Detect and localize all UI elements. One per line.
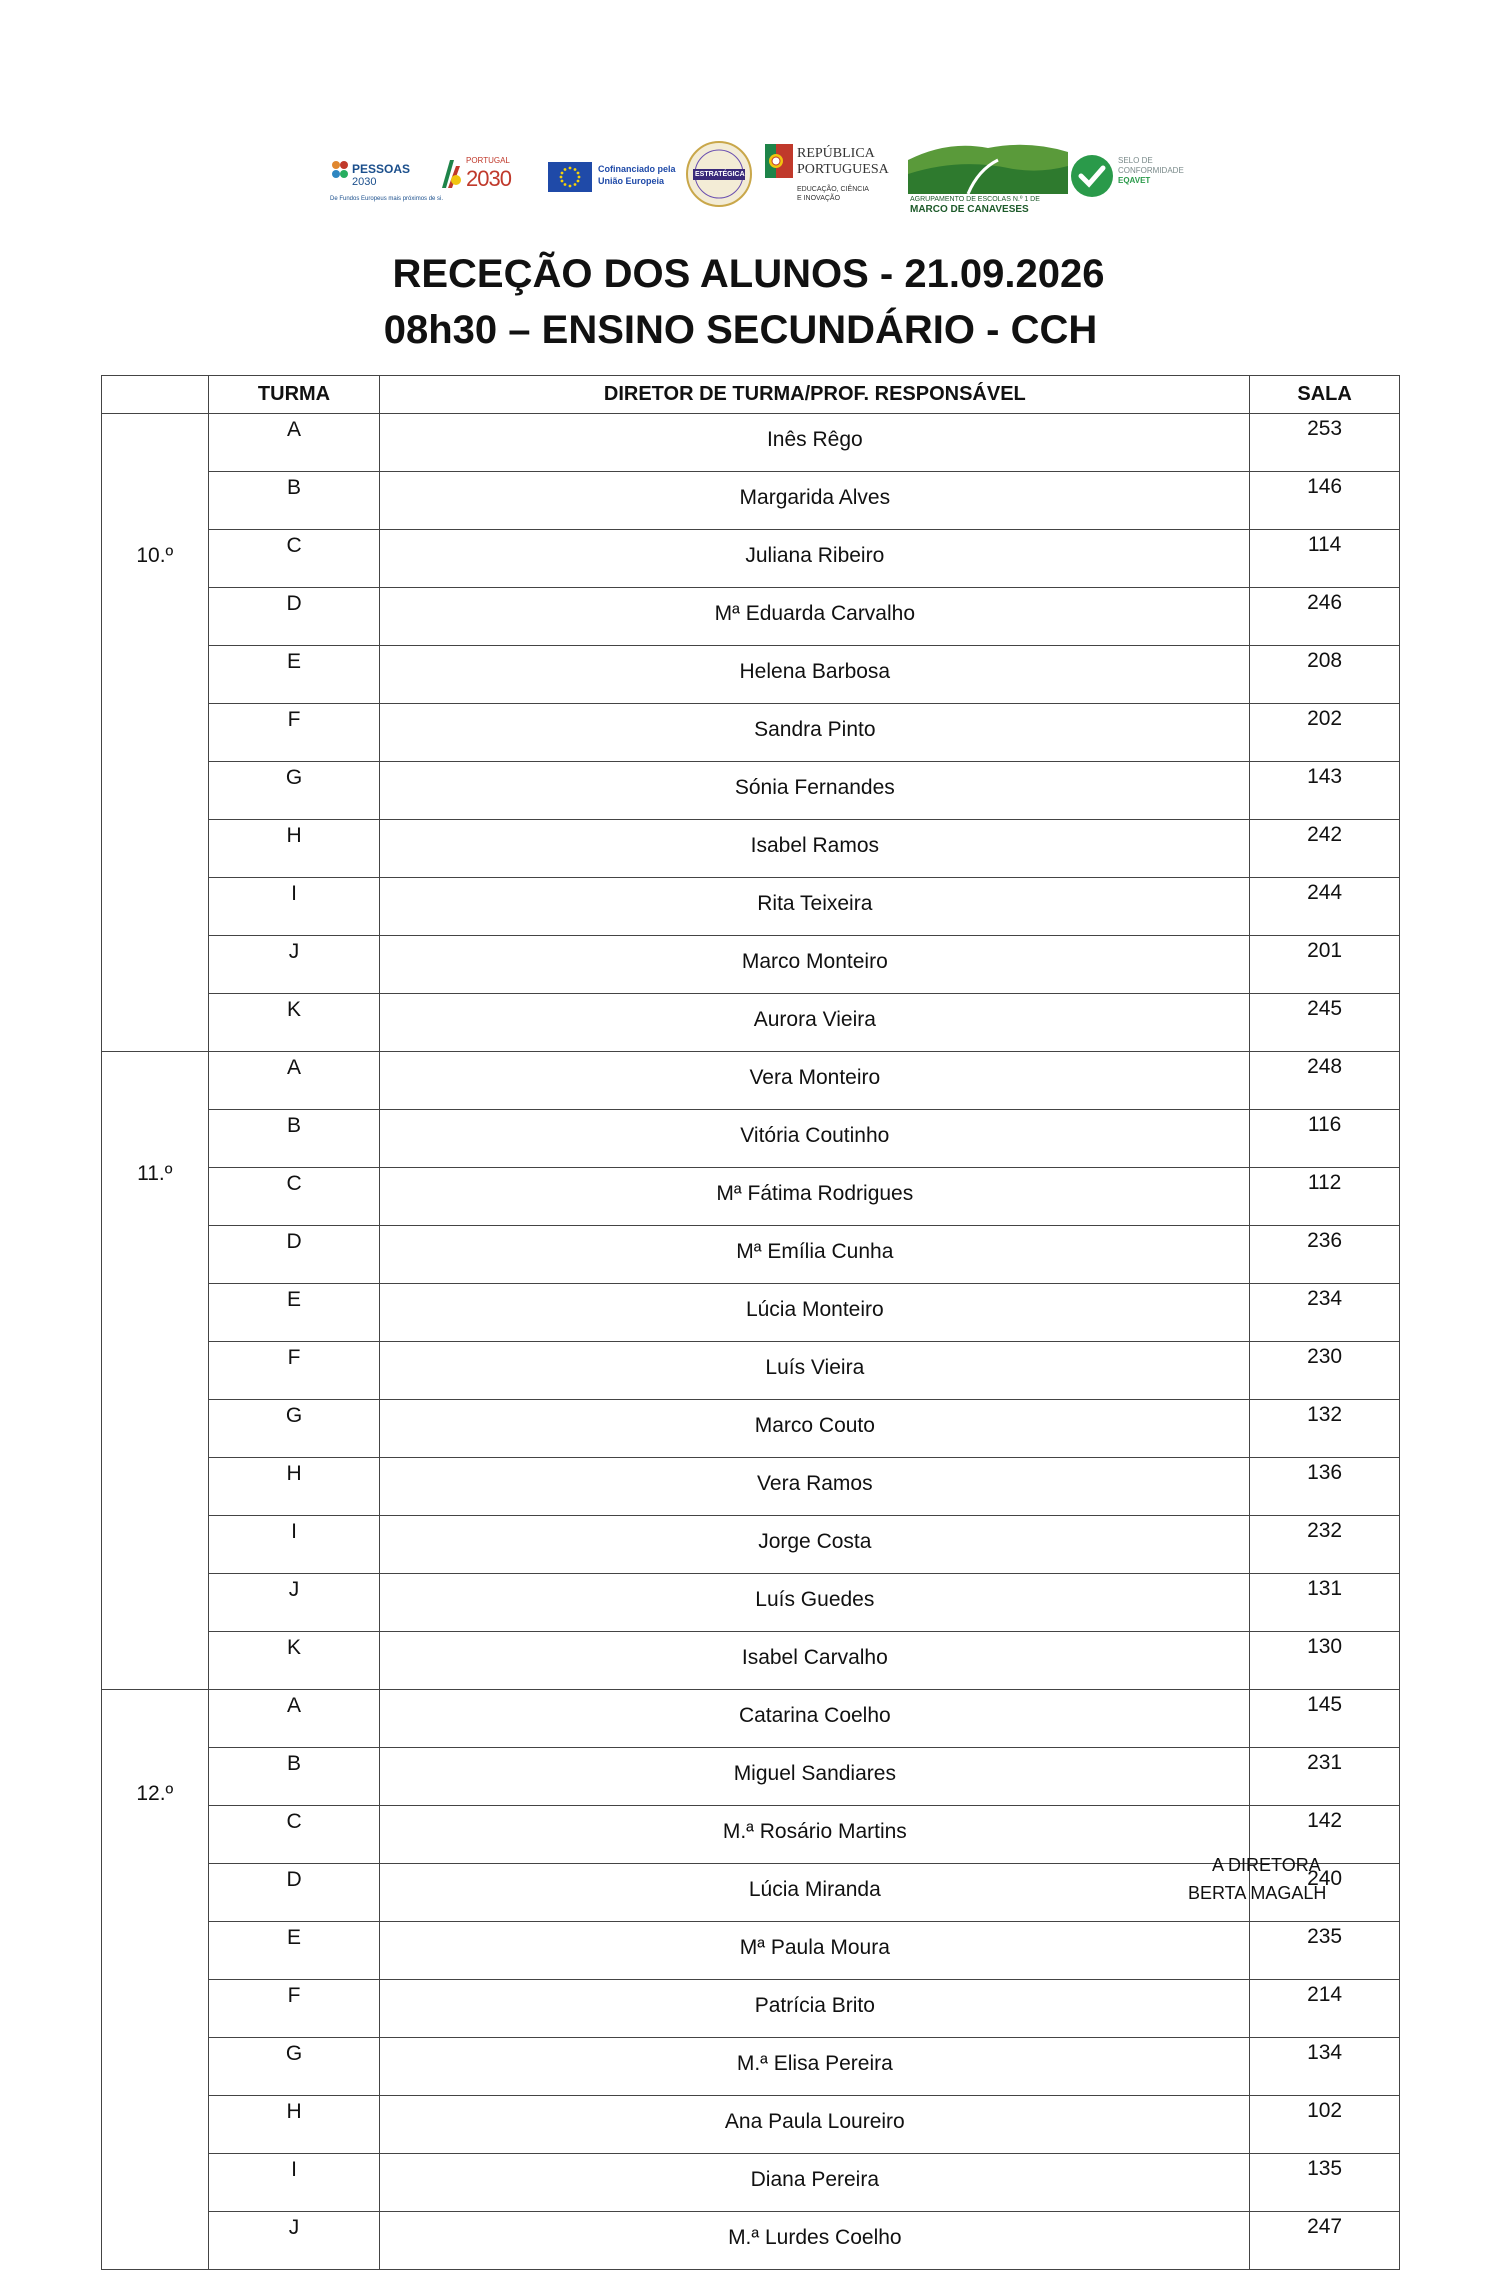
- teacher-name-cell: Isabel Carvalho: [380, 1632, 1250, 1690]
- class-letter-cell: J: [208, 936, 380, 994]
- republica-line4: E INOVAÇÃO: [797, 195, 841, 202]
- teacher-name-cell: Ana Paula Loureiro: [380, 2096, 1250, 2154]
- teacher-name-cell: Sandra Pinto: [380, 704, 1250, 762]
- class-letter-cell: F: [208, 704, 380, 762]
- class-letter-cell: D: [208, 1864, 380, 1922]
- room-number-cell: 145: [1250, 1690, 1400, 1748]
- room-number-cell: 240: [1250, 1864, 1400, 1922]
- table-row: [102, 762, 1400, 820]
- table-row: [102, 936, 1400, 994]
- page-subtitle: 08h30 – ENSINO SECUNDÁRIO - CCH: [383, 308, 1098, 352]
- table-row: [102, 994, 1400, 1052]
- portugal-logo-year: 2030: [466, 166, 511, 191]
- class-letter-cell: C: [208, 1806, 380, 1864]
- portugal-emblem-icon: [438, 158, 464, 190]
- teacher-name-cell: Jorge Costa: [380, 1516, 1250, 1574]
- class-letter-cell: I: [208, 2154, 380, 2212]
- pessoas-logo-year: 2030: [352, 176, 377, 188]
- table-row: [102, 2212, 1400, 2270]
- room-number-cell: 242: [1250, 820, 1400, 878]
- room-number-cell: 114: [1250, 530, 1400, 588]
- class-letter-cell: E: [208, 1284, 380, 1342]
- room-number-cell: 214: [1250, 1980, 1400, 2038]
- table-row: [102, 1574, 1400, 1632]
- class-letter-cell: E: [208, 1922, 380, 1980]
- table-row: [102, 1748, 1400, 1806]
- room-number-cell: 135: [1250, 2154, 1400, 2212]
- room-number-cell: 253: [1250, 414, 1400, 472]
- class-letter-cell: C: [208, 530, 380, 588]
- table-row: [102, 472, 1400, 530]
- table-row: [102, 704, 1400, 762]
- class-letter-cell: J: [208, 2212, 380, 2270]
- teacher-name-cell: Lúcia Monteiro: [380, 1284, 1250, 1342]
- teacher-name-cell: Marco Monteiro: [380, 936, 1250, 994]
- class-letter-cell: F: [208, 1980, 380, 2038]
- class-letter-cell: G: [208, 2038, 380, 2096]
- class-letter-cell: I: [208, 1516, 380, 1574]
- class-letter-cell: H: [208, 2096, 380, 2154]
- room-number-cell: 236: [1250, 1226, 1400, 1284]
- class-letter-cell: E: [208, 646, 380, 704]
- class-letter-cell: H: [208, 820, 380, 878]
- table-row: [102, 1052, 1400, 1110]
- table-row: [102, 2096, 1400, 2154]
- teacher-name-cell: Sónia Fernandes: [380, 762, 1250, 820]
- class-reception-table: [101, 375, 1400, 2270]
- portugal-logo-text: PORTUGAL: [466, 156, 510, 165]
- room-number-cell: 246: [1250, 588, 1400, 646]
- teacher-name-cell: Helena Barbosa: [380, 646, 1250, 704]
- landscape-icon: [908, 140, 1068, 194]
- teacher-name-cell: Mª Paula Moura: [380, 1922, 1250, 1980]
- republica-line1: REPÚBLICA: [797, 146, 875, 161]
- page-title: RECEÇÃO DOS ALUNOS - 21.09.2026: [392, 252, 1105, 296]
- agrupamento-line1: AGRUPAMENTO DE ESCOLAS N.º 1 DE: [910, 196, 1040, 203]
- room-number-cell: 232: [1250, 1516, 1400, 1574]
- room-number-cell: 201: [1250, 936, 1400, 994]
- class-letter-cell: G: [208, 1400, 380, 1458]
- room-number-cell: 136: [1250, 1458, 1400, 1516]
- room-number-cell: 231: [1250, 1748, 1400, 1806]
- teacher-name-cell: M.ª Rosário Martins: [380, 1806, 1250, 1864]
- republica-portuguesa-logo: [765, 140, 905, 210]
- class-letter-cell: K: [208, 994, 380, 1052]
- table-row: [102, 1632, 1400, 1690]
- eu-flag-icon: [548, 162, 592, 192]
- teacher-name-cell: Isabel Ramos: [380, 820, 1250, 878]
- room-number-cell: 247: [1250, 2212, 1400, 2270]
- portugal-2030-logo: [438, 140, 528, 200]
- eqavet-line3: EQAVET: [1118, 176, 1151, 185]
- room-number-cell: 234: [1250, 1284, 1400, 1342]
- teacher-name-cell: M.ª Elisa Pereira: [380, 2038, 1250, 2096]
- teacher-name-cell: Vera Ramos: [380, 1458, 1250, 1516]
- room-number-cell: 244: [1250, 878, 1400, 936]
- year-label: 12.º: [136, 1782, 174, 1805]
- eqavet-line2: CONFORMIDADE: [1118, 166, 1184, 175]
- teacher-name-cell: Juliana Ribeiro: [380, 530, 1250, 588]
- class-letter-cell: K: [208, 1632, 380, 1690]
- teacher-name-cell: Catarina Coelho: [380, 1690, 1250, 1748]
- room-number-cell: 112: [1250, 1168, 1400, 1226]
- class-letter-cell: A: [208, 414, 380, 472]
- class-letter-cell: A: [208, 1052, 380, 1110]
- year-cell: [102, 1052, 209, 1690]
- table-row: [102, 1110, 1400, 1168]
- teacher-name-cell: Rita Teixeira: [380, 878, 1250, 936]
- table-row: [102, 1284, 1400, 1342]
- table-row: [102, 1980, 1400, 2038]
- eu-cofinanced-logo: [548, 140, 688, 200]
- checkmark-icon: [1070, 154, 1114, 198]
- teacher-name-cell: Luís Vieira: [380, 1342, 1250, 1400]
- room-number-cell: 208: [1250, 646, 1400, 704]
- teacher-name-cell: Vera Monteiro: [380, 1052, 1250, 1110]
- agrupamento-logo: [908, 140, 1068, 215]
- teacher-name-cell: Mª Fátima Rodrigues: [380, 1168, 1250, 1226]
- year-label: 10.º: [136, 544, 174, 567]
- eqavet-seal: [1070, 140, 1200, 200]
- teacher-name-cell: Marco Couto: [380, 1400, 1250, 1458]
- teacher-name-cell: M.ª Lurdes Coelho: [380, 2212, 1250, 2270]
- class-letter-cell: G: [208, 762, 380, 820]
- teacher-name-cell: Vitória Coutinho: [380, 1110, 1250, 1168]
- signature-title: A DIRETORA: [1212, 1855, 1321, 1875]
- table-header-row: [102, 376, 1400, 414]
- teacher-name-cell: Mª Emília Cunha: [380, 1226, 1250, 1284]
- year-label: 11.º: [137, 1162, 173, 1185]
- estrategica-seal: [685, 140, 753, 208]
- eu-logo-line1: Cofinanciado pela: [598, 164, 676, 174]
- seal-label: ESTRATÉGICA: [695, 171, 745, 178]
- room-number-cell: 230: [1250, 1342, 1400, 1400]
- pessoas-logo-text: PESSOAS: [352, 162, 411, 176]
- table-row: [102, 820, 1400, 878]
- class-letter-cell: I: [208, 878, 380, 936]
- table-row: [102, 878, 1400, 936]
- table-row: [102, 1516, 1400, 1574]
- pessoas-logo-tagline: De Fundos Europeus mais próximos de si.: [330, 196, 444, 202]
- class-letter-cell: A: [208, 1690, 380, 1748]
- room-number-cell: 143: [1250, 762, 1400, 820]
- year-cell: [102, 1690, 209, 2270]
- teacher-name-cell: Margarida Alves: [380, 472, 1250, 530]
- header-prof: DIRETOR DE TURMA/PROF. RESPONSÁVEL: [380, 376, 1250, 414]
- table-row: [102, 414, 1400, 472]
- class-letter-cell: C: [208, 1168, 380, 1226]
- room-number-cell: 235: [1250, 1922, 1400, 1980]
- teacher-name-cell: Patrícia Brito: [380, 1980, 1250, 2038]
- room-number-cell: 131: [1250, 1574, 1400, 1632]
- room-number-cell: 132: [1250, 1400, 1400, 1458]
- republica-line3: EDUCAÇÃO, CIÊNCIA: [797, 186, 869, 193]
- table-row: [102, 1342, 1400, 1400]
- pessoas-emblem-icon: [330, 160, 350, 184]
- year-cell: [102, 414, 209, 1052]
- room-number-cell: 248: [1250, 1052, 1400, 1110]
- table-row: [102, 530, 1400, 588]
- room-number-cell: 146: [1250, 472, 1400, 530]
- class-letter-cell: D: [208, 588, 380, 646]
- eu-logo-line2: União Europeia: [598, 176, 665, 186]
- room-number-cell: 134: [1250, 2038, 1400, 2096]
- class-letter-cell: B: [208, 1748, 380, 1806]
- table-row: [102, 1458, 1400, 1516]
- teacher-name-cell: Aurora Vieira: [380, 994, 1250, 1052]
- teacher-name-cell: Miguel Sandiares: [380, 1748, 1250, 1806]
- eqavet-line1: SELO DE: [1118, 156, 1153, 165]
- table-body: [102, 414, 1400, 2270]
- class-letter-cell: D: [208, 1226, 380, 1284]
- room-number-cell: 245: [1250, 994, 1400, 1052]
- room-number-cell: 202: [1250, 704, 1400, 762]
- class-letter-cell: H: [208, 1458, 380, 1516]
- class-letter-cell: F: [208, 1342, 380, 1400]
- table-row: [102, 1168, 1400, 1226]
- class-letter-cell: B: [208, 1110, 380, 1168]
- room-number-cell: 102: [1250, 2096, 1400, 2154]
- teacher-name-cell: Mª Eduarda Carvalho: [380, 588, 1250, 646]
- agrupamento-line2: MARCO DE CANAVESES: [910, 204, 1029, 215]
- signature-name: BERTA MAGALH: [1188, 1883, 1327, 1903]
- table-row: [102, 646, 1400, 704]
- table-row: [102, 1806, 1400, 1864]
- table-row: [102, 1400, 1400, 1458]
- class-letter-cell: J: [208, 1574, 380, 1632]
- room-number-cell: 116: [1250, 1110, 1400, 1168]
- table-row: [102, 1922, 1400, 1980]
- table-row: [102, 2038, 1400, 2096]
- class-letter-cell: B: [208, 472, 380, 530]
- room-number-cell: 130: [1250, 1632, 1400, 1690]
- header-sala: SALA: [1250, 376, 1400, 414]
- teacher-name-cell: Luís Guedes: [380, 1574, 1250, 1632]
- table-row: [102, 1226, 1400, 1284]
- room-number-cell: 142: [1250, 1806, 1400, 1864]
- teacher-name-cell: Diana Pereira: [380, 2154, 1250, 2212]
- republica-line2: PORTUGUESA: [797, 162, 889, 177]
- header-ano: [102, 376, 209, 414]
- logo-strip: [320, 140, 1200, 222]
- table-row: [102, 588, 1400, 646]
- portuguese-shield-icon: [765, 144, 793, 178]
- teacher-name-cell: Lúcia Miranda: [380, 1864, 1250, 1922]
- teacher-name-cell: Inês Rêgo: [380, 414, 1250, 472]
- pessoas-2030-logo: [330, 140, 450, 210]
- header-turma: TURMA: [208, 376, 380, 414]
- table-row: [102, 1690, 1400, 1748]
- table-row: [102, 2154, 1400, 2212]
